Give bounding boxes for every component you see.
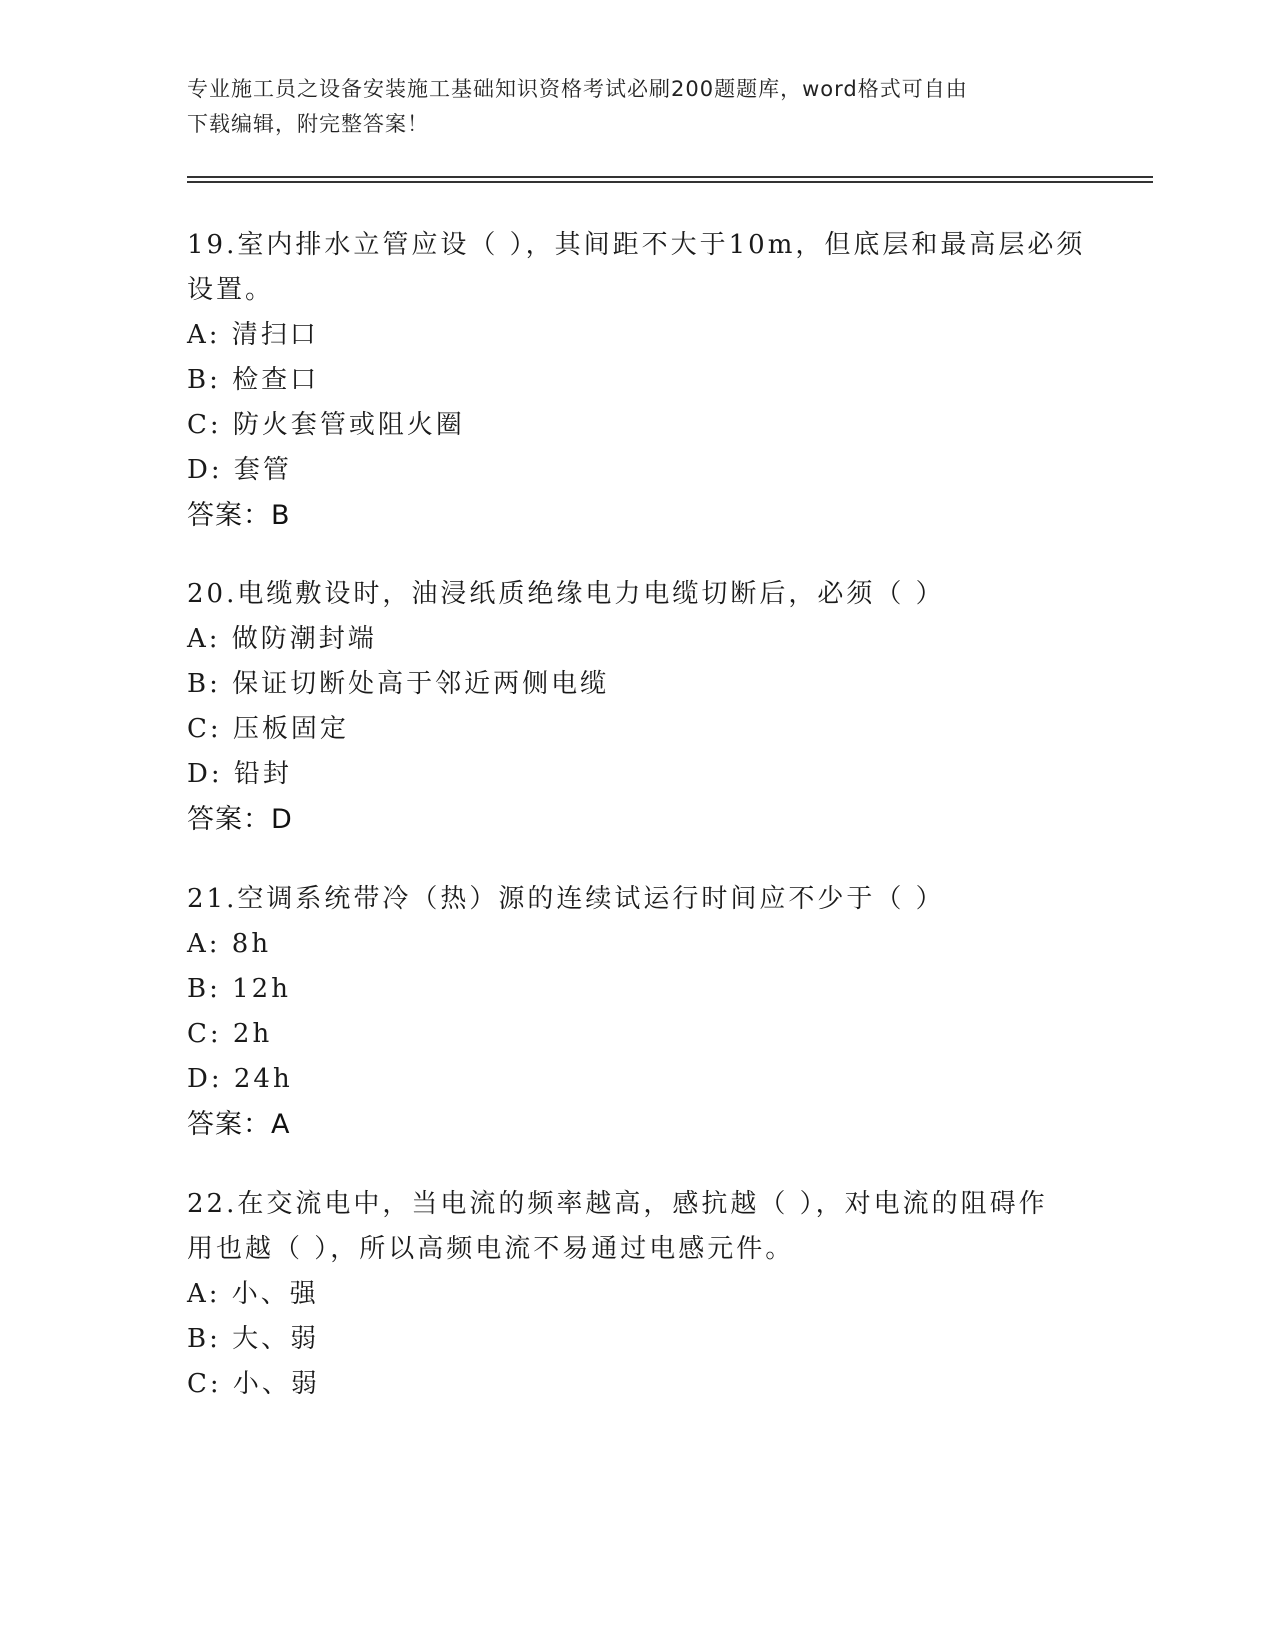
question-stem-line: 20.电缆敷设时，油浸纸质绝缘电力电缆切断后，必须（ ） [187, 579, 945, 609]
question-stem-line: 19.室内排水立管应设（ ），其间距不大于10m，但底层和最高层必须 [187, 230, 1086, 260]
answer: 答案：D [187, 804, 293, 835]
question-stem [187, 1182, 1087, 1272]
question-stem-line: 21.空调系统带冷（热）源的连续试运行时间应不少于（ ） [187, 884, 945, 914]
option-a: A: 小、强 [187, 1279, 319, 1309]
document-header [187, 72, 1087, 142]
question-stem-line: 22.在交流电中，当电流的频率越高，感抗越（ ），对电流的阻碍作 [187, 1189, 1048, 1219]
question-stem-line: 用也越（ ），所以高频电流不易通过电感元件。 [187, 1234, 795, 1264]
header-divider-top [187, 176, 1153, 178]
option-d: D: 铅封 [187, 759, 292, 789]
option-c: C: 2h [187, 1019, 273, 1049]
option-c: C: 压板固定 [187, 714, 349, 744]
option-b: B: 保证切断处高于邻近两侧电缆 [187, 669, 610, 699]
option-a: A: 8h [187, 929, 272, 959]
question-stem-line: 设置。 [187, 275, 275, 305]
option-d: D: 24h [187, 1064, 293, 1094]
option-d: D: 套管 [187, 455, 292, 485]
question-stem [187, 877, 1087, 922]
option-a: A: 清扫口 [187, 320, 319, 350]
option-a: A: 做防潮封端 [187, 624, 377, 654]
option-c: C: 小、弱 [187, 1369, 320, 1399]
question-19 [187, 223, 1087, 538]
option-b: B: 检查口 [187, 365, 320, 395]
header-line-1: 专业施工员之设备安装施工基础知识资格考试必刷200题题库，word格式可自由 [187, 77, 968, 101]
question-20 [187, 572, 1087, 842]
header-line-2: 下载编辑，附完整答案！ [187, 112, 429, 136]
answer: 答案：A [187, 1109, 291, 1140]
question-stem [187, 572, 1087, 617]
question-stem [187, 223, 1087, 313]
option-c: C: 防火套管或阻火圈 [187, 410, 465, 440]
question-21 [187, 877, 1087, 1147]
header-divider-bottom [187, 181, 1153, 183]
question-22 [187, 1182, 1087, 1407]
answer: 答案：B [187, 500, 291, 531]
option-b: B: 大、弱 [187, 1324, 320, 1354]
option-b: B: 12h [187, 974, 291, 1004]
